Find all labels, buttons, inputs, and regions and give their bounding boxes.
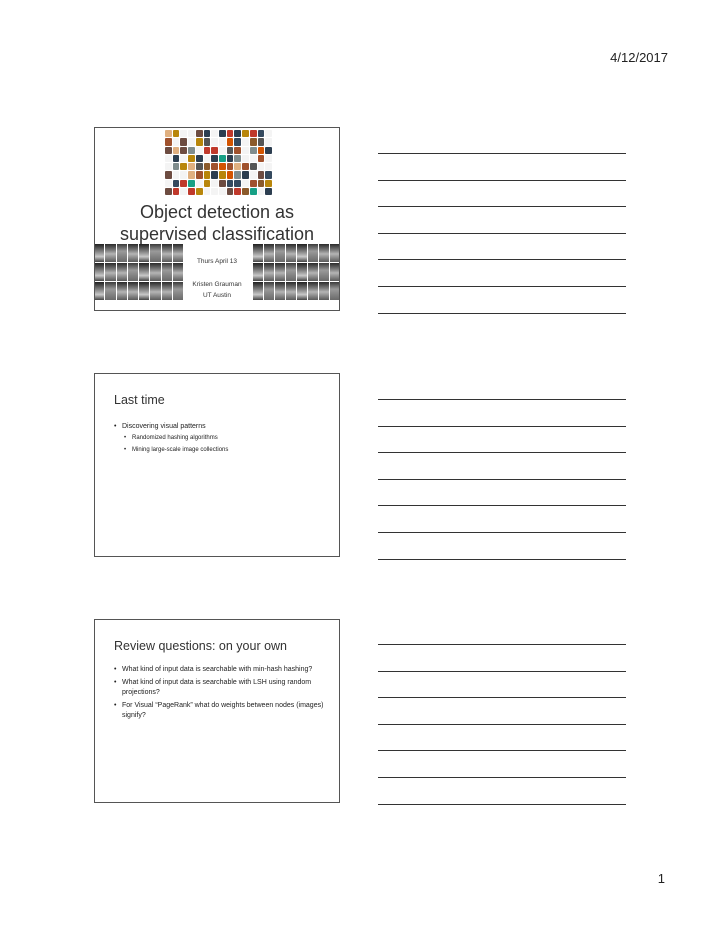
collage-tile [204, 163, 211, 170]
collage-tile [204, 171, 211, 178]
collage-tile [173, 163, 180, 170]
collage-tile [242, 130, 249, 137]
collage-tile [188, 147, 195, 154]
face-thumbnail [275, 282, 285, 300]
note-line [378, 426, 626, 427]
note-line [378, 644, 626, 645]
face-thumbnail [94, 263, 104, 281]
face-thumbnail [319, 282, 329, 300]
collage-tile [250, 180, 257, 187]
collage-tile [250, 171, 257, 178]
collage-tile [188, 180, 195, 187]
page-date: 4/12/2017 [610, 50, 668, 65]
collage-tile [211, 155, 218, 162]
collage-tile [250, 147, 257, 154]
face-thumbnail [286, 282, 296, 300]
collage-tile [242, 180, 249, 187]
face-thumbnail [297, 244, 307, 262]
slide-1-affiliation: UT Austin [202, 292, 232, 299]
note-line [378, 233, 626, 234]
note-line [378, 399, 626, 400]
collage-tile [204, 155, 211, 162]
collage-tile [258, 188, 265, 195]
face-thumbnail [150, 282, 160, 300]
collage-tile [211, 180, 218, 187]
collage-tile [234, 130, 241, 137]
collage-tile [180, 138, 187, 145]
face-thumbnail [286, 244, 296, 262]
collage-tile [227, 180, 234, 187]
collage-tile [196, 180, 203, 187]
face-thumbnail [128, 244, 138, 262]
note-line [378, 532, 626, 533]
collage-tile [227, 147, 234, 154]
face-thumbnail [308, 263, 318, 281]
face-thumbnail [297, 282, 307, 300]
collage-tile [180, 163, 187, 170]
bullet-item: • For Visual “PageRank” what do weights between nodes (images) signify? [114, 701, 325, 721]
collage-tile [242, 188, 249, 195]
bullet-item: • Discovering visual patterns [114, 422, 325, 432]
collage-tile [219, 163, 226, 170]
slide-1-author: Kristen Grauman [192, 281, 242, 288]
collage-tile [219, 188, 226, 195]
note-line [378, 559, 626, 560]
note-line [378, 206, 626, 207]
collage-tile [265, 188, 272, 195]
face-grid-image-right [253, 244, 340, 300]
face-thumbnail [264, 263, 274, 281]
face-thumbnail [94, 244, 104, 262]
note-line [378, 777, 626, 778]
collage-tile [227, 171, 234, 178]
collage-tile [219, 180, 226, 187]
face-thumbnail [139, 282, 149, 300]
slide-3-thumbnail [94, 619, 340, 803]
collage-tile [204, 147, 211, 154]
page-number: 1 [657, 871, 665, 886]
collage-tile [265, 138, 272, 145]
collage-tile [173, 138, 180, 145]
collage-tile [165, 130, 172, 137]
slide-1-date: Thurs April 13 [196, 258, 238, 265]
collage-tile [180, 171, 187, 178]
collage-tile [250, 155, 257, 162]
collage-tile [211, 130, 218, 137]
collage-tile [196, 138, 203, 145]
face-thumbnail [308, 282, 318, 300]
collage-tile [165, 188, 172, 195]
collage-tile [234, 155, 241, 162]
collage-tile [188, 163, 195, 170]
collage-tile [227, 163, 234, 170]
collage-tile [219, 138, 226, 145]
face-thumbnail [173, 282, 183, 300]
collage-tile [258, 171, 265, 178]
collage-tile [173, 180, 180, 187]
face-thumbnail [319, 263, 329, 281]
collage-tile [196, 171, 203, 178]
collage-tile [204, 180, 211, 187]
face-thumbnail [319, 244, 329, 262]
collage-tile [173, 155, 180, 162]
face-thumbnail [253, 263, 263, 281]
collage-tile [250, 138, 257, 145]
slide-1-thumbnail [94, 127, 340, 311]
face-thumbnail [117, 244, 127, 262]
collage-tile [265, 163, 272, 170]
collage-tile [250, 188, 257, 195]
collage-tile [219, 171, 226, 178]
collage-tile [265, 130, 272, 137]
collage-tile [258, 155, 265, 162]
collage-tile [265, 147, 272, 154]
bullet-item: • What kind of input data is searchable with min-hash hashing? [114, 665, 325, 675]
collage-tile [173, 171, 180, 178]
face-thumbnail [150, 263, 160, 281]
collage-tile [196, 188, 203, 195]
collage-tile [211, 163, 218, 170]
collage-tile [234, 180, 241, 187]
collage-tile [165, 138, 172, 145]
note-line [378, 724, 626, 725]
collage-tile [258, 147, 265, 154]
note-line [378, 286, 626, 287]
collage-tile [188, 171, 195, 178]
note-line [378, 180, 626, 181]
slide-3-heading: Review questions: on your own [114, 639, 288, 653]
face-thumbnail [162, 282, 172, 300]
collage-tile [165, 147, 172, 154]
face-thumbnail [264, 282, 274, 300]
collage-tile [258, 163, 265, 170]
slide-1-title: Object detection as supervised classification [119, 202, 315, 244]
collage-tile [211, 138, 218, 145]
note-line [378, 750, 626, 751]
collage-tile [234, 147, 241, 154]
collage-tile [196, 130, 203, 137]
face-thumbnail [150, 244, 160, 262]
note-line [378, 505, 626, 506]
collage-tile [234, 188, 241, 195]
collage-tile [180, 155, 187, 162]
collage-tile [180, 130, 187, 137]
note-line [378, 671, 626, 672]
collage-tile [211, 188, 218, 195]
note-line [378, 452, 626, 453]
collage-tile [227, 155, 234, 162]
collage-tile [258, 180, 265, 187]
face-thumbnail [94, 282, 104, 300]
face-thumbnail [275, 244, 285, 262]
face-thumbnail [128, 282, 138, 300]
slide-2-heading: Last time [114, 393, 165, 407]
slide-3-bullet-list [114, 665, 325, 724]
collage-tile [196, 155, 203, 162]
face-thumbnail [105, 244, 115, 262]
note-line [378, 259, 626, 260]
collage-tile [258, 138, 265, 145]
collage-tile [165, 180, 172, 187]
note-line [378, 153, 626, 154]
face-thumbnail [330, 244, 340, 262]
collage-tile [250, 163, 257, 170]
collage-tile [242, 171, 249, 178]
collage-tile [165, 171, 172, 178]
face-thumbnail [286, 263, 296, 281]
collage-tile [219, 130, 226, 137]
collage-tile [265, 155, 272, 162]
collage-tile [165, 155, 172, 162]
collage-tile [173, 130, 180, 137]
collage-tile [173, 147, 180, 154]
face-thumbnail [105, 263, 115, 281]
face-thumbnail [253, 244, 263, 262]
face-thumbnail [139, 244, 149, 262]
collage-tile [242, 147, 249, 154]
collage-tile [250, 130, 257, 137]
collage-tile [227, 188, 234, 195]
collage-tile [173, 188, 180, 195]
collage-tile [188, 138, 195, 145]
collage-tile [242, 163, 249, 170]
face-grid-image-left [94, 244, 183, 300]
collage-tile [219, 155, 226, 162]
note-line [378, 479, 626, 480]
face-thumbnail [173, 244, 183, 262]
collage-tile [227, 130, 234, 137]
face-thumbnail [308, 244, 318, 262]
collage-tile [211, 171, 218, 178]
collage-tile [180, 188, 187, 195]
face-thumbnail [105, 282, 115, 300]
collage-tile [204, 130, 211, 137]
note-line [378, 697, 626, 698]
face-thumbnail [264, 244, 274, 262]
face-thumbnail [128, 263, 138, 281]
object-category-collage-image [165, 130, 272, 195]
collage-tile [188, 155, 195, 162]
collage-tile [234, 171, 241, 178]
collage-tile [242, 155, 249, 162]
face-thumbnail [330, 263, 340, 281]
face-thumbnail [117, 263, 127, 281]
slide-2-bullet-list [114, 422, 325, 457]
face-thumbnail [162, 263, 172, 281]
collage-tile [234, 163, 241, 170]
face-thumbnail [275, 263, 285, 281]
collage-tile [211, 147, 218, 154]
face-thumbnail [162, 244, 172, 262]
face-thumbnail [117, 282, 127, 300]
bullet-item: • What kind of input data is searchable with LSH using random projections? [114, 678, 325, 698]
collage-tile [204, 138, 211, 145]
collage-tile [258, 130, 265, 137]
face-thumbnail [330, 282, 340, 300]
collage-tile [196, 147, 203, 154]
sub-bullet-item: • Randomized hashing algorithms [114, 433, 325, 444]
collage-tile [180, 147, 187, 154]
collage-tile [242, 138, 249, 145]
note-line [378, 313, 626, 314]
collage-tile [227, 138, 234, 145]
collage-tile [265, 171, 272, 178]
face-thumbnail [253, 282, 263, 300]
collage-tile [188, 130, 195, 137]
slide-2-thumbnail [94, 373, 340, 557]
face-thumbnail [139, 263, 149, 281]
collage-tile [180, 180, 187, 187]
collage-tile [204, 188, 211, 195]
face-thumbnail [173, 263, 183, 281]
collage-tile [265, 180, 272, 187]
collage-tile [234, 138, 241, 145]
collage-tile [165, 163, 172, 170]
collage-tile [196, 163, 203, 170]
collage-tile [188, 188, 195, 195]
note-line [378, 804, 626, 805]
collage-tile [219, 147, 226, 154]
face-thumbnail [297, 263, 307, 281]
sub-bullet-item: • Mining large-scale image collections [114, 445, 325, 456]
